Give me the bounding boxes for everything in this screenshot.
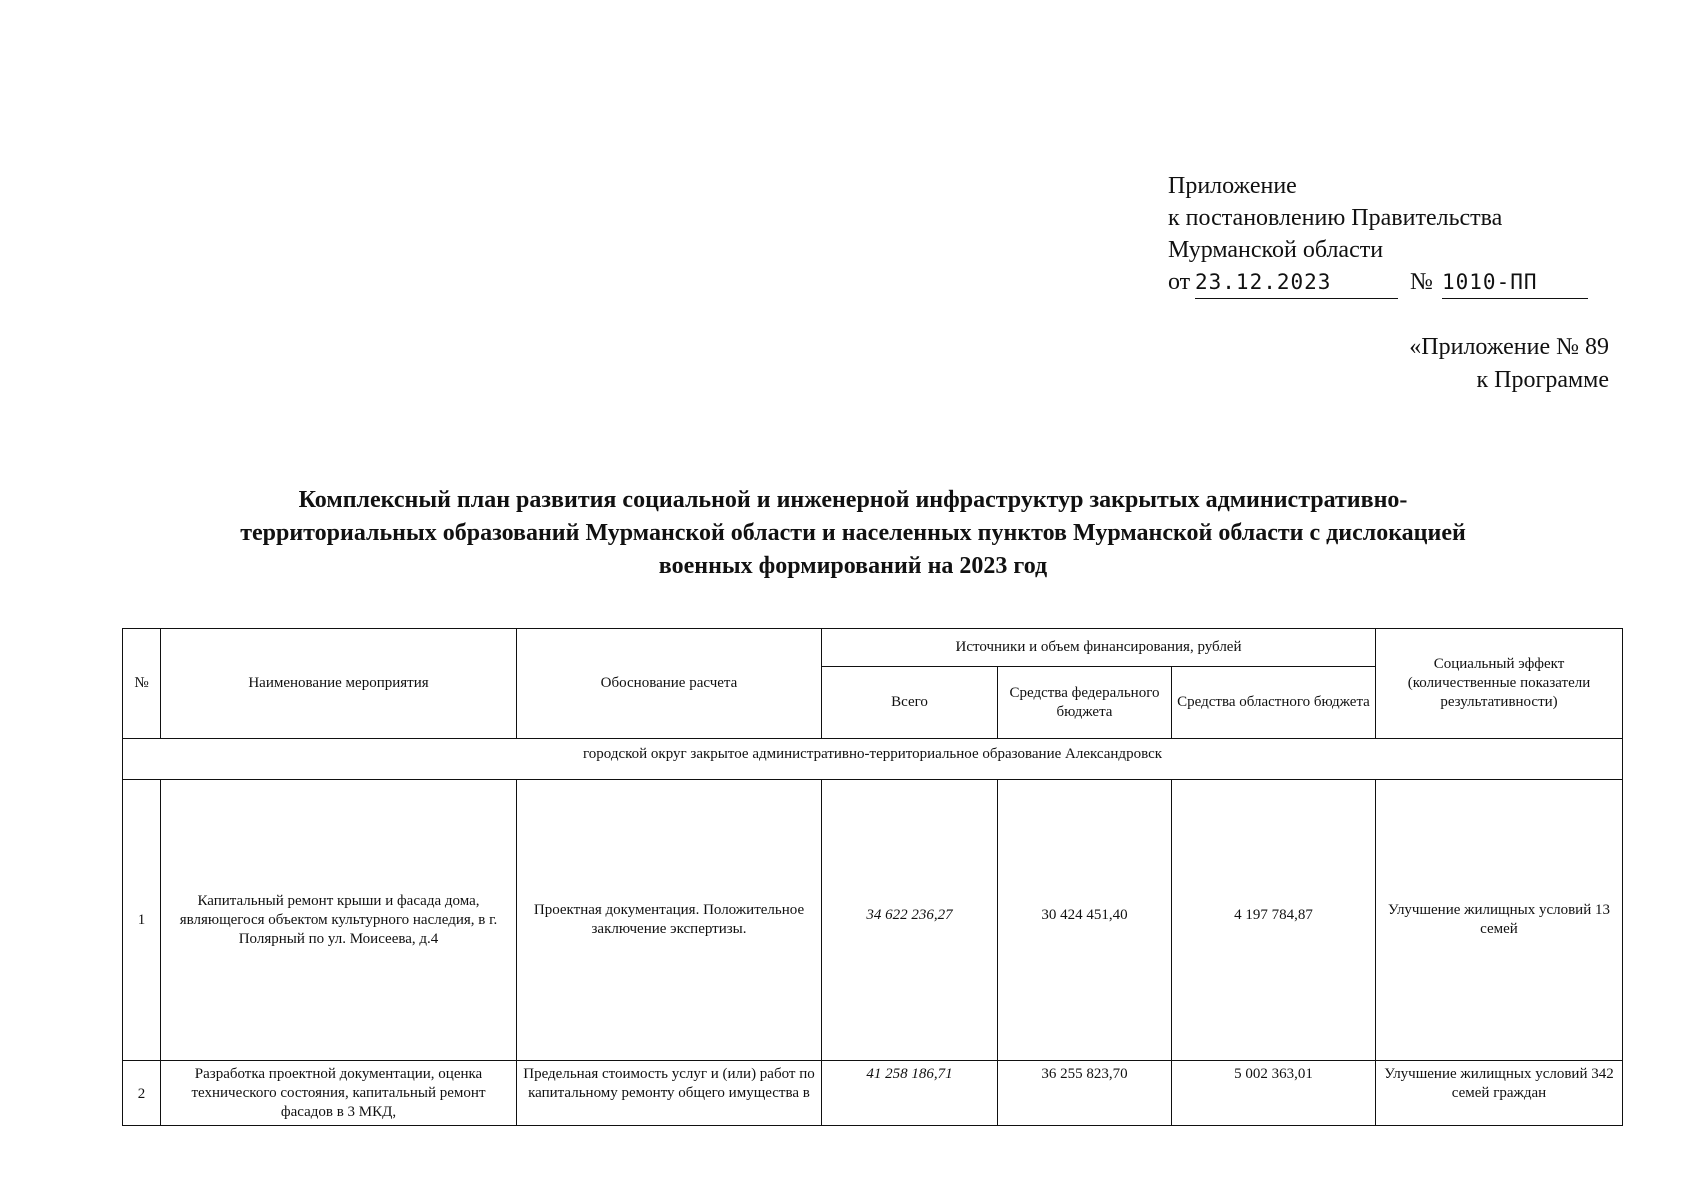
row-basis-text: Предельная стоимость услуг и (или) работ по капитальному ремонту общего имущества в	[523, 1066, 815, 1101]
row-regional: 5 002 363,01	[1172, 1061, 1376, 1126]
row-effect: Улучшение жилищных условий 342 семей граждан	[1376, 1061, 1623, 1126]
row-federal: 36 255 823,70	[998, 1061, 1172, 1126]
date-prefix: от	[1168, 269, 1191, 295]
appendix-line-1: «Приложение № 89	[1409, 334, 1609, 360]
row-name: Капитальный ремонт крыши и фасада дома, являющегося объектом культурного наследия, в г. Полярный по ул. Моисеева, д.4	[161, 780, 517, 1061]
header-effect: Социальный эффект (количественные показатели результативности)	[1376, 629, 1623, 739]
title-line-3: военных формирований на 2023 год	[658, 553, 1048, 579]
plan-table	[122, 628, 1623, 1126]
title-line-1: Комплексный план развития социальной и инженерной инфраструктур закрытых административно-	[298, 487, 1408, 513]
row-basis: Проектная документация. Положительное заключение экспертизы.	[517, 780, 822, 1061]
approval-line-2: к постановлению Правительства	[1168, 205, 1503, 231]
header-regional: Средства областного бюджета	[1172, 667, 1376, 739]
approval-date-line	[1168, 266, 1608, 300]
appendix-reference	[1409, 331, 1609, 397]
approval-line-1: Приложение	[1168, 173, 1297, 199]
table-row	[123, 1061, 1623, 1126]
header-total: Всего	[822, 667, 998, 739]
row-basis	[517, 1061, 822, 1126]
group-row	[123, 739, 1623, 780]
header-name: Наименование мероприятия	[161, 629, 517, 739]
header-funding-group: Источники и объем финансирования, рублей	[822, 629, 1376, 667]
row-total: 41 258 186,71	[822, 1061, 998, 1126]
table-row	[123, 780, 1623, 1061]
group-label: городской округ закрытое административно-территориальное образование Александровск	[123, 739, 1623, 780]
number-prefix: №	[1410, 269, 1433, 295]
row-name	[161, 1061, 517, 1126]
row-num: 2	[123, 1061, 161, 1126]
header-federal: Средства федерального бюджета	[998, 667, 1172, 739]
row-num: 1	[123, 780, 161, 1061]
approval-number: 1010-ПП	[1442, 266, 1588, 299]
header-num: №	[123, 629, 161, 739]
row-effect: Улучшение жилищных условий 13 семей	[1376, 780, 1623, 1061]
approval-line-3: Мурманской области	[1168, 237, 1384, 263]
row-federal: 30 424 451,40	[998, 780, 1172, 1061]
document-title	[110, 484, 1596, 583]
approval-block	[1168, 170, 1608, 300]
row-regional: 4 197 784,87	[1172, 780, 1376, 1061]
appendix-line-2: к Программе	[1476, 367, 1609, 393]
header-basis: Обоснование расчета	[517, 629, 822, 739]
approval-date: 23.12.2023	[1195, 266, 1398, 299]
title-line-2: территориальных образований Мурманской области и населенных пунктов Мурманской области с дислокацией	[240, 520, 1466, 546]
row-total: 34 622 236,27	[822, 780, 998, 1061]
row-name-text: Разработка проектной документации, оценка технического состояния, капитальный ремонт фасадов в 3 МКД,	[191, 1066, 486, 1120]
